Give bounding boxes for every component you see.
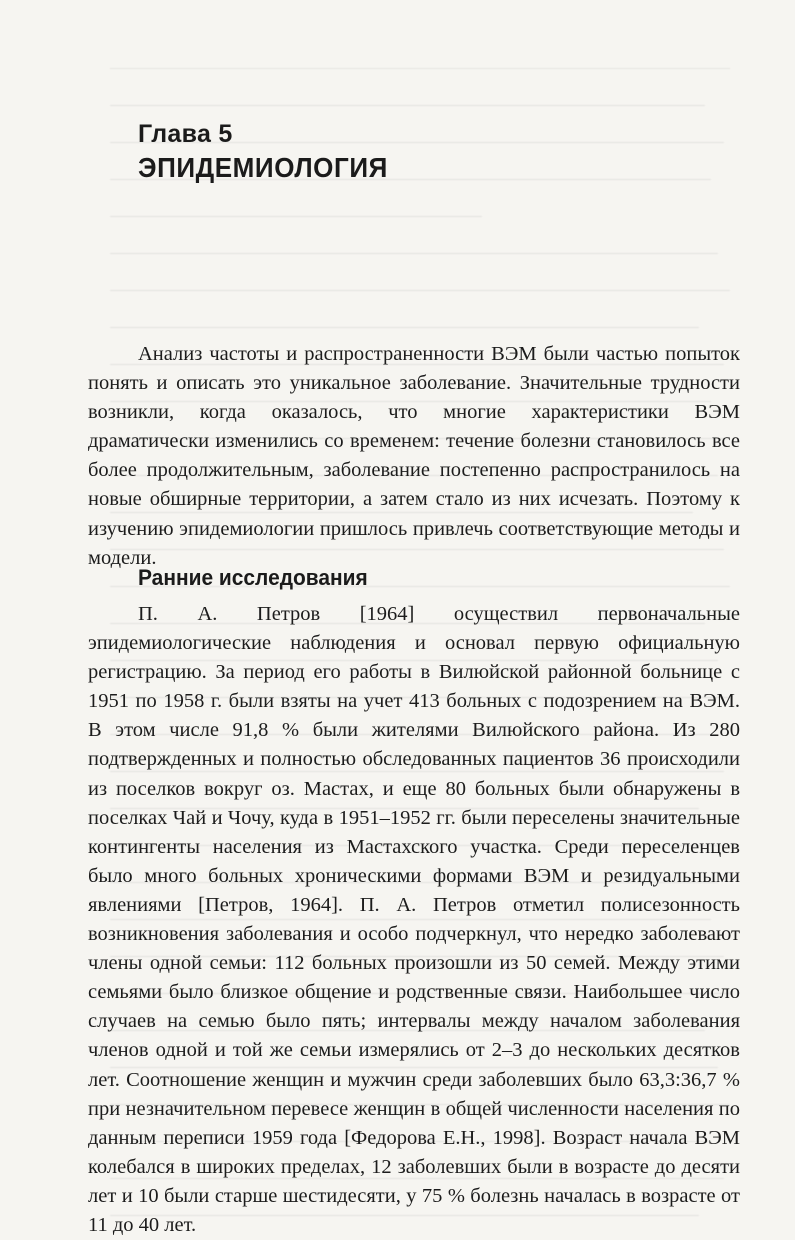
chapter-title: ЭПИДЕМИОЛОГИЯ xyxy=(138,152,388,183)
intro-paragraph: Анализ частоты и распространенности ВЭМ были частью попыток понять и описать это уникальное заболевание. Значительные трудности возникли, когда оказалось, что многие характеристики ВЭМ драматически изменились со временем: течение болезни становилось все более продолжительным, заболевание постепенно распространилось на новые обширные территории, а затем стало из них исчезать. Поэтому к изучению эпидемиологии пришлось привлечь соответствующие методы и модели. xyxy=(88,343,740,569)
chapter-heading xyxy=(138,118,407,186)
section-paragraph: П. А. Петров [1964] осуществил первоначальные эпидемиологические наблюдения и основал первую официальную регистрацию. За период его работы в Вилюйской районной больнице с 1951 по 1958 г. были взяты на учет 413 больных с подозрением на ВЭМ. В этом числе 91,8 % были жителями Вилюйского района. Из 280 подтвержденных и полностью обследованных пациентов 36 происходили из поселков вокруг оз. Мастах, и еще 80 больных были обнаружены в поселках Чай и Чочу, куда в 1951–1952 гг. были переселены значительные контингенты населения из Мастахского участка. Среди переселенцев было много больных хроническими формами ВЭМ и резидуальными явлениями [Петров, 1964]. П. А. Петров отметил полисезонность возникновения заболевания и особо подчеркнул, что нередко заболевают члены одной семьи: 112 больных произошли из 50 семей. Между этими семьями было близкое общение и родственные связи. Наибольшее число случаев на семью было пять; интервалы между началом заболевания членов одной и той же семьи измерялись от 2–3 до нескольких десятков лет. Соотношение женщин и мужчин среди заболевших было 63,3:36,7 % при незначительном перевесе женщин в общей численности населения по данным переписи 1959 года [Федорова Е.Н., 1998]. Возраст начала ВЭМ колебался в широких пределах, 12 заболевших были в возрасте до десяти лет и 10 были старше шестидесяти, у 75 % болезнь началась в возрасте от 11 до 40 лет. xyxy=(88,603,740,1236)
intro-paragraph-block xyxy=(88,340,740,573)
chapter-number: Глава 5 xyxy=(138,120,233,148)
section-title: Ранние исследования xyxy=(138,565,368,590)
section-paragraph-block xyxy=(88,600,740,1240)
